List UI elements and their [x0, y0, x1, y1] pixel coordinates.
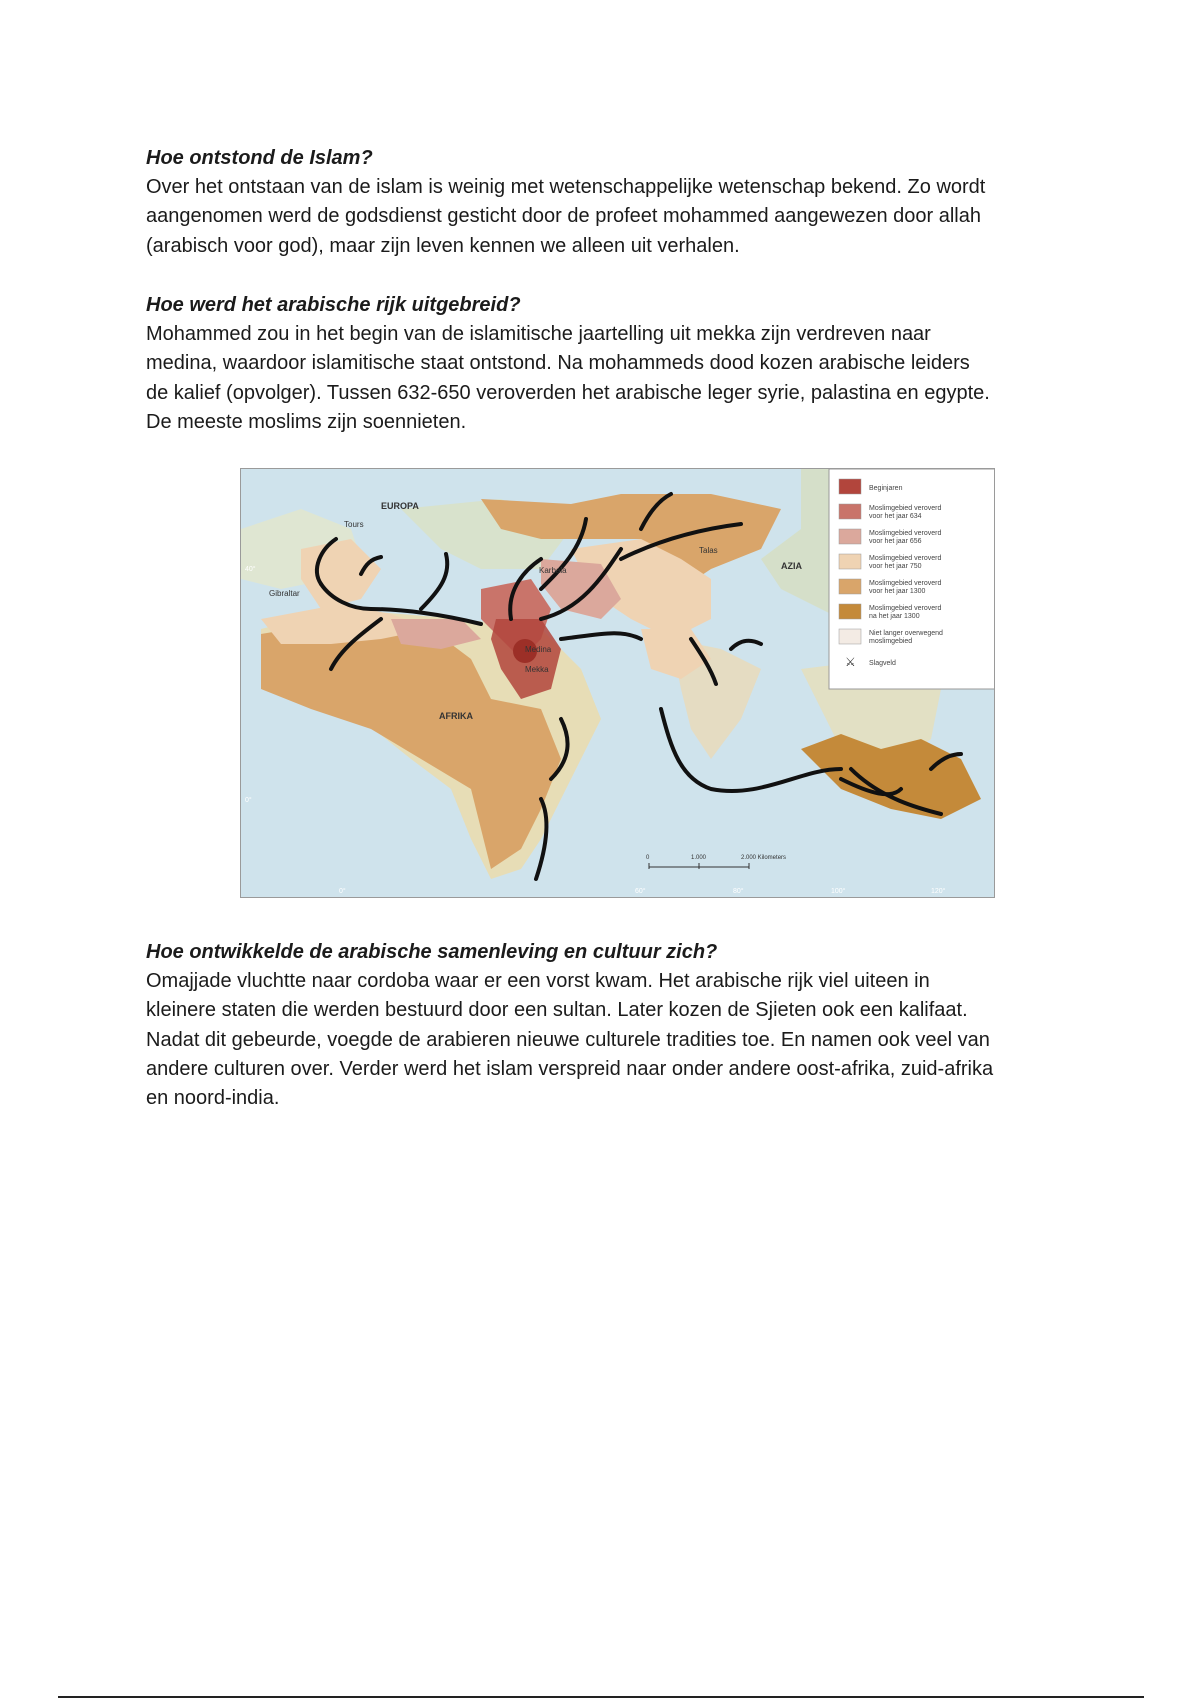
map-lon-label: 60° [635, 888, 646, 895]
map-label-azia: AZIA [781, 561, 802, 571]
map-label-karbala: Karbala [539, 566, 567, 575]
battlefield-icon: ⚔ [845, 655, 856, 669]
scale-tick-label: 0 [646, 855, 650, 861]
paragraph-line: De meeste moslims zijn soennieten. [146, 410, 467, 433]
legend-label: Moslimgebied veroverd na het jaar 1300 [869, 605, 942, 620]
section-heading: Hoe ontstond de Islam? [146, 147, 373, 169]
expansion-map [240, 468, 995, 898]
map-lon-label: 80° [733, 888, 744, 895]
page-bottom-rule [58, 1696, 1144, 1698]
map-label-europa: EUROPA [381, 501, 419, 511]
paragraph-line: de kalief (opvolger). Tussen 632-650 veroverden het arabische leger syrie, palastina en egypte. [146, 381, 990, 404]
legend-swatch [839, 554, 861, 569]
legend-label: Moslimgebied veroverd voor het jaar 634 [869, 505, 942, 520]
scale-tick-label: 2.000 Kilometers [741, 855, 787, 861]
legend-label: Beginjaren [869, 485, 903, 492]
section-society-culture [146, 938, 1086, 1113]
map-label-mekka: Mekka [525, 665, 549, 674]
legend-label: Slagveld [869, 660, 896, 667]
map-label-afrika: AFRIKA [439, 711, 473, 721]
map-lon-label: 120° [931, 888, 946, 895]
section-expansion [146, 291, 1086, 437]
map-label-medina: Medina [525, 645, 552, 654]
paragraph-line: aangenomen werd de godsdienst gesticht door de profeet mohammed aangewezen door allah [146, 205, 981, 228]
paragraph-line: Mohammed zou in het begin van de islamitische jaartelling uit mekka zijn verdreven naar [146, 323, 931, 345]
paragraph-line: Over het ontstaan van de islam is weinig met wetenschappelijke wetenschap bekend. Zo wordt [146, 176, 986, 198]
map-label-tours: Tours [344, 520, 364, 529]
section-heading: Hoe werd het arabische rijk uitgebreid? [146, 294, 521, 316]
legend-swatch [839, 504, 861, 519]
section-heading: Hoe ontwikkelde de arabische samenleving en cultuur zich? [146, 941, 718, 963]
legend-label: Moslimgebied veroverd voor het jaar 656 [869, 530, 942, 545]
legend-label: Niet langer overwegend moslimgebied [869, 630, 943, 645]
paragraph-line: Nadat dit gebeurde, voegde de arabieren nieuwe culturele tradities toe. En namen ook veel van [146, 1028, 990, 1051]
paragraph-line: andere culturen over. Verder werd het islam verspreid naar onder andere oost-afrika, zuid-afrika [146, 1057, 994, 1080]
legend-swatch [839, 479, 861, 494]
legend-swatch [839, 579, 861, 594]
scale-tick-label: 1.000 [691, 855, 707, 861]
map-label-gibraltar: Gibraltar [269, 589, 300, 598]
legend-label: Moslimgebied veroverd voor het jaar 750 [869, 555, 942, 570]
paragraph-line: (arabisch voor god), maar zijn leven kennen we alleen uit verhalen. [146, 234, 740, 257]
legend-swatch [839, 604, 861, 619]
map-lat-label: 0° [245, 797, 252, 804]
map-lat-label: 40° [245, 566, 256, 573]
map-label-talas: Talas [699, 546, 718, 555]
paragraph-line: Omajjade vluchtte naar cordoba waar er een vorst kwam. Het arabische rijk viel uiteen in [146, 970, 930, 992]
legend-label: Moslimgebied veroverd voor het jaar 1300 [869, 580, 942, 595]
paragraph-line: en noord-india. [146, 1087, 280, 1110]
paragraph-line: medina, waardoor islamitische staat ontstond. Na mohammeds dood kozen arabische leiders [146, 352, 970, 375]
paragraph-line: kleinere staten die werden bestuurd door een sultan. Later kozen de Sjieten ook een kalifaat. [146, 999, 968, 1022]
map-lon-label: 100° [831, 888, 846, 895]
legend-swatch [839, 629, 861, 644]
map-legend [829, 469, 995, 689]
map-lon-label: 0° [339, 888, 346, 895]
legend-swatch [839, 529, 861, 544]
section-origin-islam [146, 144, 1086, 261]
